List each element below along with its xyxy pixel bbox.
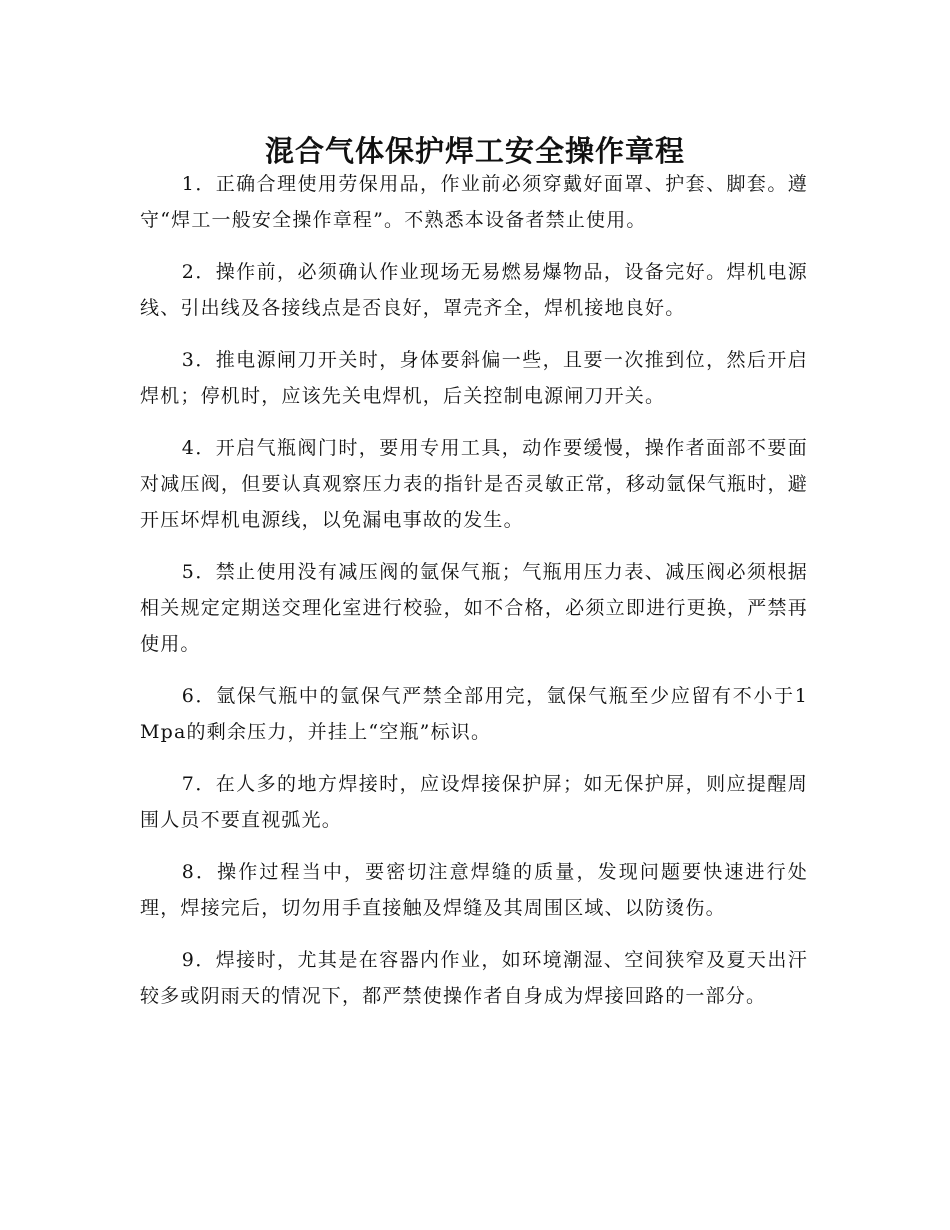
paragraph-7: 7．在人多的地方焊接时，应设焊接保护屏；如无保护屏，则应提醒周围人员不要直视弧光。 xyxy=(140,773,808,831)
paragraph-6: 6．氩保气瓶中的氩保气严禁全部用完，氩保气瓶至少应留有不小于1Mpa的剩余压力，并挂上“空瓶”标识。 xyxy=(140,685,808,743)
paragraph-9: 9．焊接时，尤其是在容器内作业，如环境潮湿、空间狭窄及夏天出汗较多或阴雨天的情况下，都严禁使操作者自身成为焊接回路的一部分。 xyxy=(140,949,808,1007)
page-title: 混合气体保护焊工安全操作章程 xyxy=(264,134,685,169)
paragraph-8: 8．操作过程当中，要密切注意焊缝的质量，发现问题要快速进行处理，焊接完后，切勿用手直接触及焊缝及其周围区域、以防烫伤。 xyxy=(140,861,808,919)
paragraph-2: 2．操作前，必须确认作业现场无易燃易爆物品，设备完好。焊机电源线、引出线及各接线点是否良好，罩壳齐全，焊机接地良好。 xyxy=(140,261,808,319)
paragraph-3: 3．推电源闸刀开关时，身体要斜偏一些，且要一次推到位，然后开启焊机；停机时，应该先关电焊机，后关控制电源闸刀开关。 xyxy=(140,349,808,407)
paragraph-4: 4．开启气瓶阀门时，要用专用工具，动作要缓慢，操作者面部不要面对减压阀，但要认真观察压力表的指针是否灵敏正常，移动氩保气瓶时，避开压坏焊机电源线，以免漏电事故的发生。 xyxy=(140,437,808,531)
paragraph-5: 5．禁止使用没有减压阀的氩保气瓶；气瓶用压力表、减压阀必须根据相关规定定期送交理化室进行校验，如不合格，必须立即进行更换，严禁再使用。 xyxy=(140,561,808,655)
document-body xyxy=(140,166,808,1030)
paragraph-1: 1．正确合理使用劳保用品，作业前必须穿戴好面罩、护套、脚套。遵守“焊工一般安全操作章程”。不熟悉本设备者禁止使用。 xyxy=(140,173,808,231)
